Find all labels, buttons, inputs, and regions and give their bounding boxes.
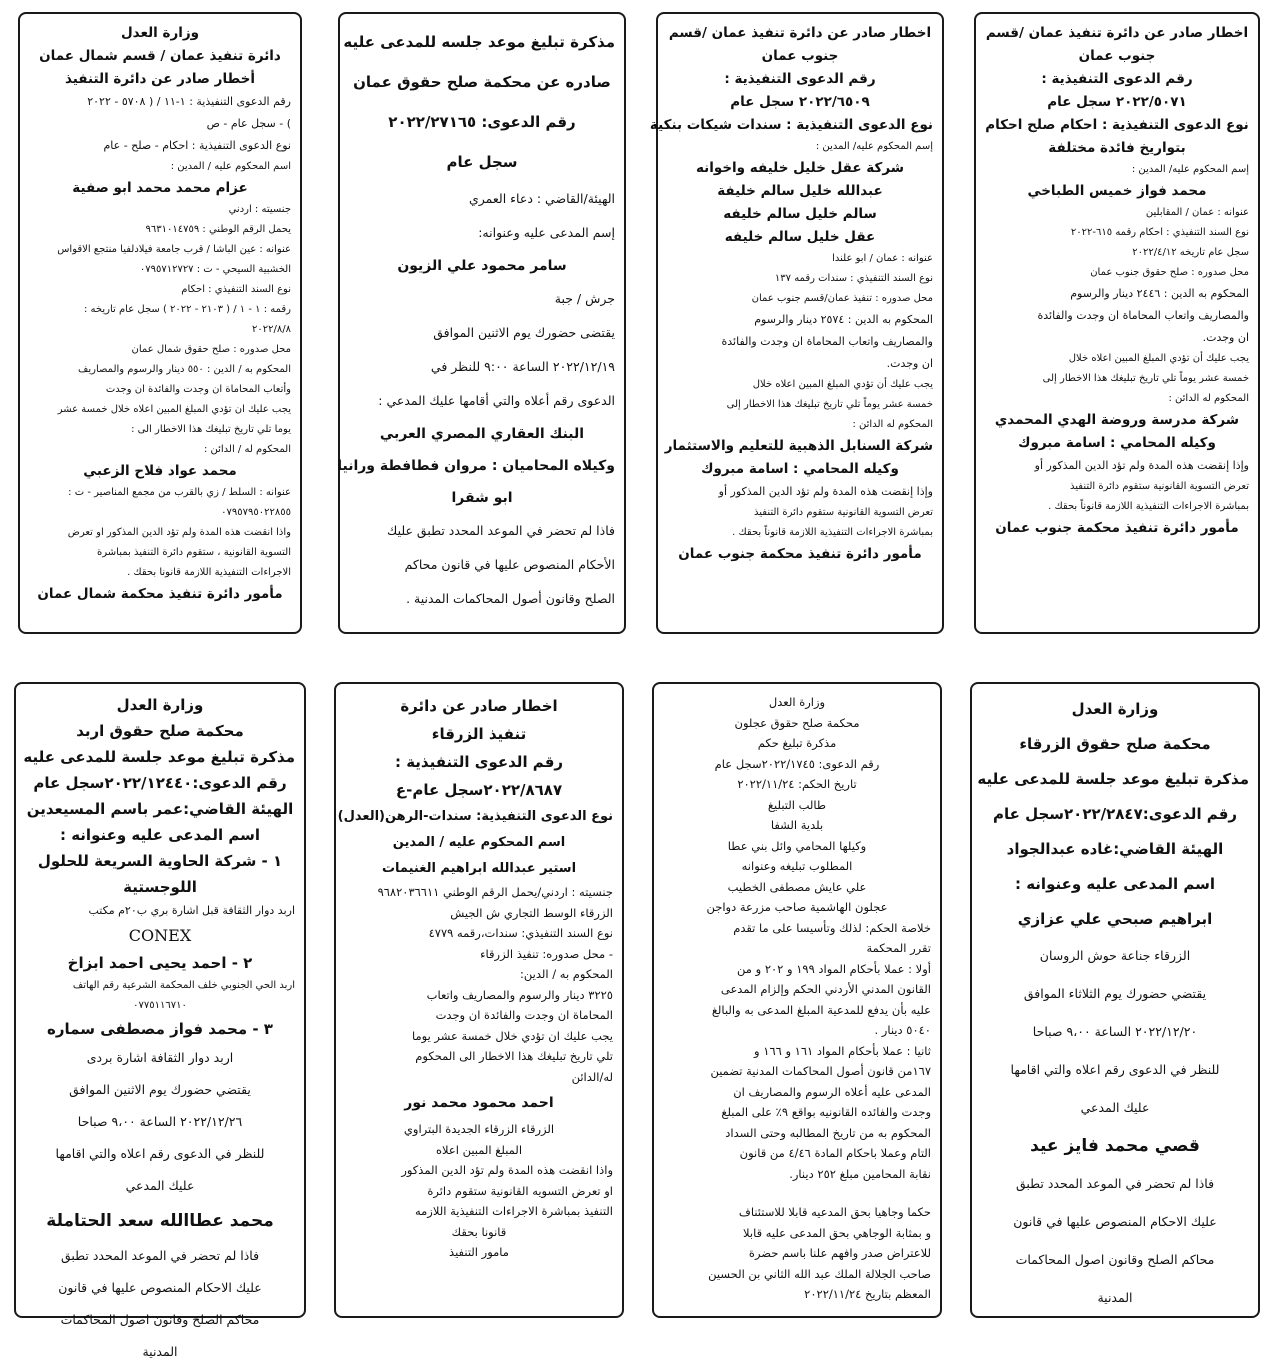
notice-line: نوع السند التنفيذي : احكام [181, 284, 291, 295]
notice-line: ١ - شركة الحاوية السريعة للحلول [37, 852, 283, 870]
notice-line: التنفيذ بمباشرة الاجراءات التنفيذية اللازمه [414, 1204, 613, 1218]
notice-line: ٢٠٢٢/٨٦٨٧سجل عام-ع [395, 781, 563, 799]
notice-line: ٥٠٤٠ دينار . [874, 1023, 931, 1037]
notice-line: خمسة عشر يوماً تلي تاريخ تبليغك هذا الاخطار إلى [726, 399, 933, 410]
notice-line: CONEX [128, 926, 192, 945]
notice-line: تنفيذ الزرقاء [431, 725, 527, 743]
notice-line: رقم الدعوى: ٢٠٢٢/٢٧١٦٥ [388, 113, 576, 131]
notice-line: البنك العقاري المصري العربي [379, 426, 585, 442]
notice-line: وزارة العدل [120, 25, 200, 41]
notice-line: و بمثابة الوجاهي بحق المدعى عليه قابلا [743, 1225, 931, 1240]
notice-line: مذكرة تبليغ موعد جلسة للمدعى عليه [977, 770, 1249, 788]
notice-line: رقم الدعوى التنفيذية : [1041, 71, 1193, 87]
notice-line: رقم الدعوى: ٢٠٢٢/١٧٤٥سجل عام [714, 756, 880, 771]
notice-line: عنوانه : السلط / زي بالقرب من مجمع المناصير - ت : [68, 487, 291, 498]
notice-line: مذكرة تبليغ حكم [757, 736, 837, 750]
notice-line: المدنية [1097, 1290, 1133, 1305]
notice-line: يجب عليك أن تؤدي المبلغ المبين اعلاه خلال [752, 379, 933, 390]
notice-line: وكيله المحامي : اسامة مبروك [701, 461, 899, 477]
notice-line: بمباشرة الاجراءات التنفيذية اللازمة قانوناً بحقك . [1048, 501, 1249, 512]
notice-line: جنسيته : اردني [228, 204, 291, 215]
notice-line: ٠٧٩٥٧٩٥٠٢٢٨٥٥ [221, 507, 291, 518]
notice-line: يقتضي حضورك يوم الثلاثاء الموافق [1023, 986, 1207, 1001]
notice-line: المحكوم به / الدين: [520, 967, 613, 981]
notice-line: اللوجستية [123, 878, 197, 896]
notice-line: الدعوى رقم أعلاه والتي أقامها عليك المدعي : [378, 393, 615, 408]
notice-line: اخطار صادر عن دائرة تنفيذ عمان /قسم [668, 25, 932, 41]
notice-south-amman-5071 [974, 12, 1260, 634]
notice-line: رقم الدعوى:٢٠٢٢/٢٨٤٧سجل عام [992, 805, 1238, 823]
notice-line: عنوانه : عمان / ابو علندا [832, 253, 933, 264]
notice-line: خلاصة الحكم: لذلك وتأسيسا على ما تقدم [733, 920, 931, 935]
notice-line: إسم المحكوم عليه/ المدين : [815, 141, 933, 152]
notice-line: نوع الدعوى التنفيذية : احكام - صلح - عام [103, 139, 291, 152]
notice-line: نوع السند التنفيذي : سندات رقمه ١٣٧ [774, 273, 933, 284]
notice-line: أخطار صادر عن دائرة التنفيذ [64, 71, 256, 87]
notice-line: استير عبدالله ابراهيم الغنيمات [381, 861, 577, 876]
notice-line: المحكوم له الدائن : [852, 419, 933, 430]
notice-line: نوع الدعوى التنفيذية : احكام صلح احكام [985, 117, 1249, 133]
notice-line: وزارة العدل [768, 695, 826, 709]
notice-line: سجل عام تاريخه ٢٠٢٢/٤/١٢ [1132, 247, 1249, 258]
notice-line: ابو شقرا [451, 490, 513, 506]
notice-line: نوع الدعوى التنفيذية : سندات شيكات بنكية [649, 117, 933, 133]
notice-line: عبدالله خليل سالم خليفة [717, 183, 883, 199]
notice-line: فاذا لم تحضر في الموعد المحدد تطبق [60, 1248, 260, 1263]
notice-line: - محل صدوره: تنفيذ الزرقاء [480, 946, 613, 961]
notice-line: ٣ - محمد فواز مصطفى سماره [47, 1020, 273, 1038]
notice-line: او تعرض التسويه القانونية ستقوم دائرة [427, 1183, 613, 1198]
notice-line: الزرقاء الزرقاء الجديدة البتراوي [403, 1122, 555, 1136]
notice-line: عليك الاحكام المنصوص عليها في قانون [58, 1280, 262, 1295]
notice-amman-27165 [338, 12, 626, 634]
notice-line: تاريخ الحكم: ٢٠٢٢/١١/٢٤ [737, 777, 857, 791]
notice-south-amman-6509 [649, 12, 944, 634]
notice-line: المبلغ المبين اعلاه [435, 1142, 523, 1157]
notice-line: يجب عليك أن تؤدي المبلغ المبين اعلاه خلال [1068, 353, 1249, 364]
notice-line: مأمور دائرة تنفيذ محكمة شمال عمان [37, 586, 283, 602]
notice-line: والمصاريف واتعاب المحاماة ان وجدت والفائدة [1037, 309, 1249, 322]
notice-line: للنظر في الدعوى رقم اعلاه والتي اقامها [55, 1146, 265, 1161]
notice-line: مذكرة تبليغ موعد جلسة للمدعى عليه [23, 748, 295, 766]
notice-line: رقمه : ١ - ١ / ( ٢١٠٣ - ٢٠٢٢ ) سجل عام تاريخه : [84, 304, 291, 315]
notice-line: المدنية [142, 1344, 178, 1359]
notice-line: المحاماة ان وجدت والفائدة ان وجدت [435, 1008, 613, 1022]
notice-line: يقتضى حضورك يوم الاثنين الموافق [433, 325, 615, 340]
notice-line: شركة السنابل الذهبية للتعليم والاستثمار [664, 438, 933, 454]
notice-line: له/الدائن [571, 1069, 613, 1084]
notice-line: دائرة تنفيذ عمان / قسم شمال عمان [39, 48, 281, 64]
notice-line: محل صدوره : صلح حقوق جنوب عمان [1090, 267, 1249, 278]
notice-line: اخطار صادر عن دائرة تنفيذ عمان /قسم [985, 25, 1249, 41]
notice-line: المحكوم له الدائن : [1168, 393, 1249, 404]
notice-line: سجل عام [446, 153, 518, 171]
notice-line: محمد عطاالله سعد الحتاملة [46, 1211, 274, 1231]
notice-line: محل صدوره : تنفيذ عمان/قسم جنوب عمان [751, 293, 933, 304]
notice-line: وكيلاه المحاميان : مروان فطافطة ورانيا [337, 458, 615, 474]
notice-line: الهيئة القاضي:عمر باسم المسيعدين [26, 800, 294, 818]
notice-line: اسم المحكوم عليه / المدين [392, 835, 566, 850]
notice-line: المحكوم به / الدين : ٥٥٠ دينار والرسوم والمصاريف [77, 364, 291, 375]
notice-line: مأمور دائرة تنفيذ محكمة جنوب عمان [678, 546, 922, 562]
notice-line: محمد فواز خميس الطباخي [1027, 183, 1207, 199]
notice-line: الأحكام المنصوص عليها في قانون محاكم [404, 557, 615, 572]
notice-line: مذكرة تبليغ موعد جلسه للمدعى عليه [343, 33, 615, 51]
notice-line: جرش / جبة [554, 291, 615, 306]
notice-irbid-12440 [14, 682, 306, 1359]
notice-line: ٢٠٢٢/٨/٨ [252, 324, 291, 335]
notice-line: ٢٠٢٢/١٢/٢٠ الساعة ٩،٠٠ صباحا [1032, 1024, 1198, 1039]
notice-line: التسوية القانونية ، ستقوم دائرة التنفيذ بمباشرة [97, 547, 291, 558]
notice-line: نقابة المحامين مبلغ ٢٥٢ دينار. [789, 1166, 931, 1181]
notice-line: اربد الحي الجنوبي خلف المحكمة الشرعية رقم الهاتف [72, 980, 295, 991]
notice-line: ابراهيم صبحي علي عزازي [1017, 910, 1213, 928]
notice-line: نوع السند التنفيذي: سندات،رقمه ٤٧٧٩ [428, 926, 613, 940]
notice-line: للنظر في الدعوى رقم اعلاه والتي اقامها [1010, 1062, 1220, 1077]
notice-line: محكمة صلح حقوق عجلون [734, 715, 860, 730]
notice-line: اسم المحكوم عليه / المدين : [170, 161, 291, 172]
notice-line: يجب عليك ان تؤدي المبلغ المبين اعلاه خلال خمسة عشر [57, 404, 291, 415]
notice-line: المحكوم به الدين : ٢٤٤٦ دينار والرسوم [1070, 287, 1249, 300]
notice-line: اسم المدعى عليه وعنوانه : [1014, 875, 1216, 893]
notice-line: وكيلها المحامي وائل بني عطا [727, 838, 867, 853]
notice-line: الهيئة القاضي:غاده عبدالجواد [1006, 840, 1224, 858]
notice-line: تقرر المحكمة [866, 941, 931, 955]
notice-line: يقتضي حضورك يوم الاثنين الموافق [69, 1082, 251, 1097]
notice-line: عليك المدعي [125, 1178, 195, 1193]
notice-line: عجلون الهاشمية صاحب مزرعة دواجن [706, 900, 888, 914]
notice-line: وإذا إنقضت هذه المدة ولم تؤد الدين المذكور أو [718, 485, 933, 498]
notice-line: عقل خليل سالم خليفه [724, 229, 876, 245]
notice-line: والمصاريف واتعاب المحاماة ان وجدت والفائدة [721, 335, 933, 348]
notice-line: بلدية الشفا [770, 818, 824, 832]
notice-line: ان وجدت. [886, 357, 933, 370]
notice-line: رقم الدعوى التنفيذية : ١-١١ / ( ٥٧٠٨ - ٢٠٢٢ [87, 95, 291, 108]
notice-line: المطلوب تبليغه وعنوانه [741, 859, 853, 873]
notice-line: المعظم بتاريخ ٢٠٢٢/١١/٢٤ [804, 1287, 931, 1301]
notice-line: الزرقاء جناعة حوش الروسان [1039, 948, 1191, 963]
notice-line: جنوب عمان [761, 48, 839, 64]
notice-line: ) - سجل عام - ص [206, 117, 291, 130]
notice-line: اخطار صادر عن دائرة [400, 697, 558, 715]
notice-line: يحمل الرقم الوطني : ٩٦٣١٠١٤٧٥٩ [145, 224, 291, 235]
notice-line: عزام محمد محمد ابو صفية [72, 180, 248, 196]
notice-line: ان وجدت. [1202, 331, 1249, 344]
notice-line: عليه بأن يدفع للمدعية المبلغ المدعى به والبالغ [711, 1002, 931, 1017]
notice-line: عليك الاحكام المنصوص عليها في قانون [1013, 1214, 1217, 1229]
notice-line: وكيله المحامي : اسامة مبروك [1018, 435, 1216, 451]
notice-line: تعرض التسوية القانونية ستقوم دائرة التنفيذ [1070, 481, 1249, 492]
notice-line: محاكم الصلح وقانون اصول المحاكمات [60, 1312, 260, 1327]
notice-line: المحكوم به الدين : ٢٥٧٤ دينار والرسوم [754, 313, 933, 326]
notice-line: للاعتراض صدر وافهم علنا باسم حضرة [748, 1246, 931, 1260]
notice-line: ٣٢٢٥ دينار والرسوم والمصاريف واتعاب [426, 987, 613, 1002]
notice-line: جنوب عمان [1078, 48, 1156, 64]
notice-zarqa-2847 [970, 682, 1260, 1318]
notice-line: المحكوم له / الدائن : [203, 444, 291, 455]
notice-line: الخشبية السيحي - ت : ٠٧٩٥٧١٢٧٢٧ [139, 264, 291, 275]
notice-line: خمسة عشر يوماً تلي تاريخ تبليغك هذا الاخطار إلى [1042, 373, 1249, 384]
notice-line: فاذا لم تحضر في الموعد المحدد تطبق عليك [387, 523, 615, 538]
notice-line: التام وعملا باحكام المادة ٤/٤٦ من قانون [739, 1146, 931, 1160]
notice-line: محكمة صلح حقوق الزرقاء [1019, 735, 1211, 753]
notice-ajloun-1745 [652, 682, 942, 1318]
notice-line: الهيئة/القاضي : دعاء العمري [468, 191, 615, 206]
notice-line: فاذا لم تحضر في الموعد المحدد تطبق [1015, 1176, 1215, 1191]
notice-line: ٢٠٢٢/١٢/١٩ الساعة ٩:٠٠ للنظر في [430, 359, 615, 374]
notice-line: عنوانه : عمان / المقابلين [1145, 207, 1249, 218]
notice-line: اربد دوار الثقافة اشارة بردى [86, 1050, 234, 1065]
notice-line: سامر محمود علي الزيون [397, 258, 567, 274]
notice-line: إسم المحكوم عليه/ المدين : [1131, 164, 1249, 175]
notice-line: علي عايش مصطفى الخطيب [727, 879, 867, 894]
notice-line: ١٦٧من قانون أصول المحاكمات المدنية تضمين [710, 1064, 931, 1078]
notice-north-amman-5708 [18, 12, 302, 634]
notice-line: رقم الدعوى التنفيذية : [394, 753, 564, 771]
notice-line: وزارة العدل [1071, 700, 1159, 718]
notice-line: ثانيا : عملا بأحكام المواد ١٦١ و ١٦٦ و [754, 1043, 931, 1058]
notice-line: شركة عقل خليل خليفه واخوانه [695, 160, 905, 176]
notice-line: وأتعاب المحاماة ان وجدت والفائدة ان وجدت [105, 384, 291, 395]
notice-line: بمباشرة الاجراءات التنفيذية اللازمة قانوناً بحقك . [732, 527, 933, 538]
notice-line: نوع السند التنفيذي : احكام رقمه ٦١٥-٢٠٢٢ [1070, 227, 1249, 238]
notice-line: الزرقاء الوسط التجاري ش الجيش [450, 905, 613, 920]
notice-line: يوما تلي تاريخ تبليغك هذا الاخطار الى : [131, 424, 291, 435]
notice-line: احمد محمود محمد نور [404, 1095, 554, 1111]
notice-line: وجدت والفائده القانونيه بواقع ٩٪ على المبلغ [721, 1105, 931, 1119]
notice-line: القانون المدني الأردني الحكم وإلزام المدعى [720, 982, 931, 996]
notice-line: رقم الدعوى التنفيذية : [724, 71, 876, 87]
notice-line: نوع الدعوى التنفيذية: سندات-الرهن(العدل) [337, 809, 613, 824]
notice-line: وزارة العدل [116, 696, 204, 714]
notice-line: ٢٠٢٢/٦٥٠٩ سجل عام [730, 94, 870, 110]
notice-line: حكما وجاهيا بحق المدعيه قابلا للاستئناف [738, 1205, 931, 1219]
notice-line: محمد عواد فلاح الزعبي [83, 463, 237, 479]
notice-line: ٠٧٧٥١١٦٧١٠ [133, 1000, 187, 1011]
notice-line: أولا : عملا بأحكام المواد ١٩٩ و ٢٠٢ و من [737, 961, 931, 976]
notice-line: صادره عن محكمة صلح حقوق عمان [353, 73, 611, 91]
notice-line: المحكوم به من تاريخ المطالبه وحتى السداد [725, 1125, 931, 1140]
notice-line: بتواريخ فائدة مختلفة [1048, 140, 1186, 156]
notice-line: صاحب الجلالة الملك عبد الله الثاني بن الحسين [708, 1266, 931, 1281]
notice-line: واذا انقضت هذه المدة ولم تؤد الدين المذكور او تعرض [67, 527, 291, 538]
notice-line: اربد دوار الثقافة قبل اشارة بري ب٢٠م مكتب [88, 904, 295, 917]
notice-line: رقم الدعوى:٢٠٢٢/١٢٤٤٠سجل عام [33, 774, 287, 792]
notice-line: يجب عليك ان تؤدي خلال خمسة عشر يوما [411, 1028, 613, 1043]
notice-line: المدعى عليه أعلاه الرسوم والمصاريف ان [733, 1084, 931, 1099]
notice-line: تعرض التسوية القانونية ستقوم دائرة التنفيذ [754, 507, 933, 518]
notice-line: محاكم الصلح وقانون اصول المحاكمات [1015, 1252, 1215, 1267]
notice-line: عنوانه : عين الباشا / قرب جامعة فيلادلفيا منتجع الاقواس [57, 244, 291, 255]
notice-line: وإذا إنقضت هذه المدة ولم تؤد الدين المذكور أو [1034, 459, 1249, 472]
notice-line: شركة مدرسة وروضة الهدي المحمدي [994, 412, 1240, 428]
notice-line: طالب التبليغ [767, 797, 827, 812]
notice-line: الصلح وقانون أصول المحاكمات المدنية . [406, 591, 615, 606]
notice-line: جنسيته : اردني/يحمل الرقم الوطني ٩٦٨٢٠٣٦٦١١ [377, 885, 613, 899]
notice-line: مأمور دائرة تنفيذ محكمة جنوب عمان [995, 520, 1239, 536]
notice-line: قصي محمد فايز عيد [1030, 1136, 1200, 1156]
notice-line: قانونا بحقك [451, 1224, 507, 1239]
notice-line: عليك المدعي [1080, 1100, 1150, 1115]
notice-line: محل صدوره : صلح حقوق شمال عمان [131, 344, 291, 355]
notice-line: إسم المدعى عليه وعنوانه: [478, 225, 615, 240]
notice-line: ٢ - احمد يحيى احمد ابزاخ [67, 954, 253, 972]
notice-line: واذا انقضت هذه المدة ولم تؤد الدين المذكور [401, 1163, 613, 1177]
notice-line: تلي تاريخ تبليغك هذا الاخطار الى المحكوم [415, 1049, 613, 1063]
notice-line: ٢٠٢٢/١٢/٢٦ الساعة ٩،٠٠ صباحا [77, 1114, 243, 1129]
notice-line: محكمة صلح حقوق اربد [76, 722, 244, 740]
notice-line: الاجراءات التنفيذية اللازمة قانونا بحقك . [127, 567, 291, 578]
notice-zarqa-8687 [334, 682, 624, 1318]
notice-line: سالم خليل سالم خليفه [723, 206, 877, 222]
notice-line: مامور التنفيذ [449, 1245, 509, 1259]
notice-line: ٢٠٢٢/٥٠٧١ سجل عام [1047, 94, 1187, 110]
notice-line: اسم المدعى عليه وعنوانه : [59, 826, 261, 844]
notice-line [663, 1184, 931, 1202]
